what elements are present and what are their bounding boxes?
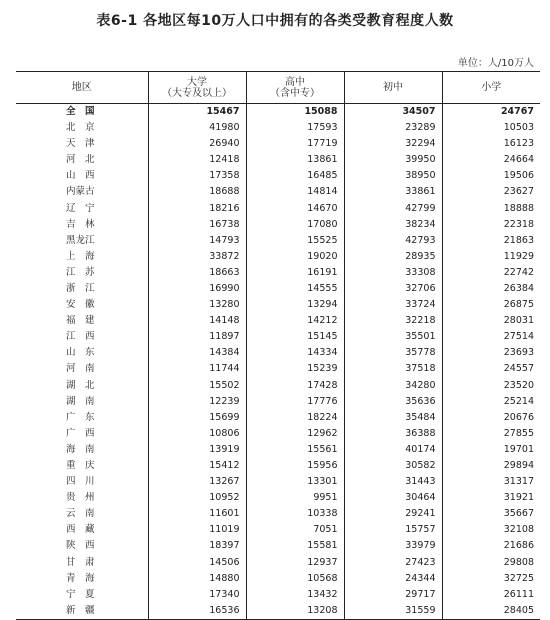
cell-primary: 26111: [442, 587, 540, 603]
cell-region: 陕 西: [66, 540, 95, 552]
cell-region: 湖 北: [66, 379, 95, 391]
cell-highschool: 15088: [246, 104, 344, 121]
cell-middle: 37518: [344, 361, 442, 377]
cell-region: 青 海: [66, 572, 95, 584]
table-row: [16, 345, 540, 361]
cell-college: 14384: [148, 345, 246, 361]
cell-middle: 35636: [344, 394, 442, 410]
cell-middle: 38234: [344, 217, 442, 233]
cell-primary: 20676: [442, 410, 540, 426]
cell-highschool: 17593: [246, 120, 344, 136]
cell-middle: 35778: [344, 345, 442, 361]
cell-region: 安 徽: [66, 299, 95, 311]
table-row: [16, 265, 540, 281]
cell-primary: 28405: [442, 603, 540, 620]
cell-college: 14148: [148, 313, 246, 329]
table-row: [16, 152, 540, 168]
table-body: [16, 104, 540, 620]
cell-highschool: 13301: [246, 474, 344, 490]
cell-region: 广 西: [66, 427, 95, 439]
cell-region: 海 南: [66, 443, 95, 455]
cell-middle: 30464: [344, 490, 442, 506]
cell-highschool: 15145: [246, 329, 344, 345]
table-row: [16, 378, 540, 394]
cell-primary: 32108: [442, 522, 540, 538]
cell-middle: 31559: [344, 603, 442, 620]
cell-highschool: 12937: [246, 555, 344, 571]
cell-highschool: 15581: [246, 538, 344, 554]
table-row: [16, 571, 540, 587]
cell-middle: 32218: [344, 313, 442, 329]
cell-college: 16990: [148, 281, 246, 297]
cell-primary: 22318: [442, 217, 540, 233]
cell-college: 26940: [148, 136, 246, 152]
header-college: 大学 （大专及以上）: [148, 72, 246, 104]
cell-college: 15502: [148, 378, 246, 394]
cell-college: 18216: [148, 200, 246, 216]
cell-middle: 32294: [344, 136, 442, 152]
header-middle: 初中: [344, 72, 442, 104]
cell-region: 西 藏: [66, 524, 95, 536]
cell-college: 41980: [148, 120, 246, 136]
table-row: [16, 313, 540, 329]
cell-region: 内蒙古: [66, 186, 95, 198]
table-row: [16, 538, 540, 554]
cell-region: 甘 肃: [66, 556, 95, 568]
cell-highschool: 14555: [246, 281, 344, 297]
cell-region: 全 国: [66, 106, 95, 117]
cell-primary: 22742: [442, 265, 540, 281]
cell-highschool: 14212: [246, 313, 344, 329]
cell-region: 湖 南: [66, 395, 95, 407]
cell-primary: 24557: [442, 361, 540, 377]
cell-primary: 23627: [442, 184, 540, 200]
cell-highschool: 15239: [246, 361, 344, 377]
cell-highschool: 14670: [246, 200, 344, 216]
cell-middle: 34280: [344, 378, 442, 394]
cell-region: 宁 夏: [66, 588, 95, 600]
cell-middle: 27423: [344, 555, 442, 571]
cell-region: 新 疆: [16, 603, 148, 620]
cell-primary: 19506: [442, 168, 540, 184]
cell-highschool: 15956: [246, 458, 344, 474]
cell-region: 辽 宁: [66, 202, 95, 214]
education-table: [16, 71, 540, 620]
cell-primary: 29808: [442, 555, 540, 571]
table-row: [16, 587, 540, 603]
cell-region: 北 京: [66, 122, 95, 134]
cell-highschool: 17719: [246, 136, 344, 152]
cell-region: 江 苏: [66, 266, 95, 278]
cell-highschool: 14334: [246, 345, 344, 361]
cell-middle: 39950: [344, 152, 442, 168]
table-row: [16, 217, 540, 233]
cell-middle: 24344: [344, 571, 442, 587]
cell-middle: 29241: [344, 506, 442, 522]
cell-highschool: 16191: [246, 265, 344, 281]
cell-college: 17340: [148, 587, 246, 603]
cell-region: 吉 林: [66, 218, 95, 230]
cell-primary: 21686: [442, 538, 540, 554]
cell-highschool: 13432: [246, 587, 344, 603]
cell-middle: 34507: [344, 104, 442, 121]
cell-region: 广 东: [66, 411, 95, 423]
cell-middle: 28935: [344, 249, 442, 265]
table-row: [16, 603, 540, 620]
cell-region: 上 海: [66, 250, 95, 262]
cell-college: 10952: [148, 490, 246, 506]
header-region: 地区: [16, 72, 148, 104]
cell-region: 山 东: [66, 347, 95, 359]
table-row: [16, 168, 540, 184]
cell-highschool: 15525: [246, 233, 344, 249]
table-row: [16, 120, 540, 136]
cell-primary: 31921: [442, 490, 540, 506]
cell-middle: 32706: [344, 281, 442, 297]
cell-middle: 15757: [344, 522, 442, 538]
cell-region: 河 南: [66, 363, 95, 375]
table-row: [16, 442, 540, 458]
cell-region: 江 西: [66, 331, 95, 343]
cell-middle: 33724: [344, 297, 442, 313]
cell-primary: 31317: [442, 474, 540, 490]
cell-highschool: 18224: [246, 410, 344, 426]
table-row: [16, 361, 540, 377]
cell-college: 18397: [148, 538, 246, 554]
cell-college: 12239: [148, 394, 246, 410]
cell-region: 福 建: [66, 315, 95, 327]
cell-middle: 23289: [344, 120, 442, 136]
cell-middle: 33979: [344, 538, 442, 554]
cell-primary: 27514: [442, 329, 540, 345]
cell-highschool: 15561: [246, 442, 344, 458]
cell-college: 13280: [148, 297, 246, 313]
cell-college: 14793: [148, 233, 246, 249]
cell-middle: 29717: [344, 587, 442, 603]
cell-highschool: 14814: [246, 184, 344, 200]
table-row: [16, 281, 540, 297]
cell-primary: 10503: [442, 120, 540, 136]
cell-primary: 27855: [442, 426, 540, 442]
cell-college: 11744: [148, 361, 246, 377]
cell-middle: 40174: [344, 442, 442, 458]
table-row: [16, 506, 540, 522]
table-row: [16, 522, 540, 538]
table-row: [16, 200, 540, 216]
cell-highschool: 10338: [246, 506, 344, 522]
table-row: [16, 474, 540, 490]
cell-region: 山 西: [66, 170, 95, 182]
table-row: [16, 297, 540, 313]
table-row: [16, 233, 540, 249]
cell-highschool: 12962: [246, 426, 344, 442]
cell-college: 16536: [148, 603, 246, 620]
cell-college: 11019: [148, 522, 246, 538]
cell-college: 12418: [148, 152, 246, 168]
cell-primary: 23520: [442, 378, 540, 394]
cell-region: 浙 江: [66, 282, 95, 294]
cell-middle: 35484: [344, 410, 442, 426]
cell-college: 18688: [148, 184, 246, 200]
table-row: [16, 490, 540, 506]
cell-highschool: 17080: [246, 217, 344, 233]
cell-primary: 32725: [442, 571, 540, 587]
cell-highschool: 13861: [246, 152, 344, 168]
cell-primary: 21863: [442, 233, 540, 249]
cell-region: 河 北: [66, 154, 95, 166]
cell-region: 黑龙江: [66, 234, 95, 246]
cell-region: 贵 州: [66, 492, 95, 504]
table-row: [16, 426, 540, 442]
cell-region: 天 津: [66, 138, 95, 150]
cell-middle: 38950: [344, 168, 442, 184]
cell-college: 13267: [148, 474, 246, 490]
table-row: [16, 136, 540, 152]
table-row: [16, 249, 540, 265]
cell-college: 11897: [148, 329, 246, 345]
cell-primary: 26384: [442, 281, 540, 297]
cell-college: 16738: [148, 217, 246, 233]
header-highschool: 高中 （含中专）: [246, 72, 344, 104]
cell-primary: 24767: [442, 104, 540, 121]
cell-college: 18663: [148, 265, 246, 281]
cell-primary: 25214: [442, 394, 540, 410]
cell-college: 15412: [148, 458, 246, 474]
header-primary: 小学: [442, 72, 540, 104]
unit-label: 单位：人/10万人: [457, 58, 534, 69]
cell-region: 云 南: [66, 508, 95, 520]
table-row: [16, 410, 540, 426]
table-row: [16, 458, 540, 474]
cell-highschool: 16485: [246, 168, 344, 184]
cell-college: 14506: [148, 555, 246, 571]
cell-college: 13919: [148, 442, 246, 458]
cell-primary: 28031: [442, 313, 540, 329]
table-row: [16, 184, 540, 200]
cell-middle: 42799: [344, 200, 442, 216]
cell-middle: 42793: [344, 233, 442, 249]
cell-highschool: 17776: [246, 394, 344, 410]
cell-highschool: 17428: [246, 378, 344, 394]
cell-primary: 16123: [442, 136, 540, 152]
cell-college: 11601: [148, 506, 246, 522]
cell-highschool: 7051: [246, 522, 344, 538]
cell-primary: 11929: [442, 249, 540, 265]
cell-highschool: 13294: [246, 297, 344, 313]
cell-highschool: 19020: [246, 249, 344, 265]
cell-primary: 29894: [442, 458, 540, 474]
cell-highschool: 9951: [246, 490, 344, 506]
table-row: [16, 555, 540, 571]
cell-middle: 36388: [344, 426, 442, 442]
cell-college: 15699: [148, 410, 246, 426]
table-row: [16, 394, 540, 410]
cell-primary: 26875: [442, 297, 540, 313]
cell-highschool: 13208: [246, 603, 344, 620]
cell-middle: 33308: [344, 265, 442, 281]
cell-college: 33872: [148, 249, 246, 265]
cell-college: 15467: [148, 104, 246, 121]
header-row: [16, 72, 540, 104]
page-title: 表6-1 各地区每10万人口中拥有的各类受教育程度人数: [96, 13, 454, 29]
cell-highschool: 10568: [246, 571, 344, 587]
table-row: [16, 329, 540, 345]
cell-primary: 19701: [442, 442, 540, 458]
cell-primary: 18888: [442, 200, 540, 216]
cell-middle: 35501: [344, 329, 442, 345]
table-row-total: [16, 104, 540, 121]
cell-middle: 33861: [344, 184, 442, 200]
cell-middle: 30582: [344, 458, 442, 474]
cell-region: 四 川: [66, 476, 95, 488]
cell-college: 10806: [148, 426, 246, 442]
cell-region: 重 庆: [66, 460, 95, 472]
cell-primary: 24664: [442, 152, 540, 168]
cell-middle: 31443: [344, 474, 442, 490]
cell-primary: 23693: [442, 345, 540, 361]
cell-primary: 35667: [442, 506, 540, 522]
cell-college: 17358: [148, 168, 246, 184]
cell-college: 14880: [148, 571, 246, 587]
